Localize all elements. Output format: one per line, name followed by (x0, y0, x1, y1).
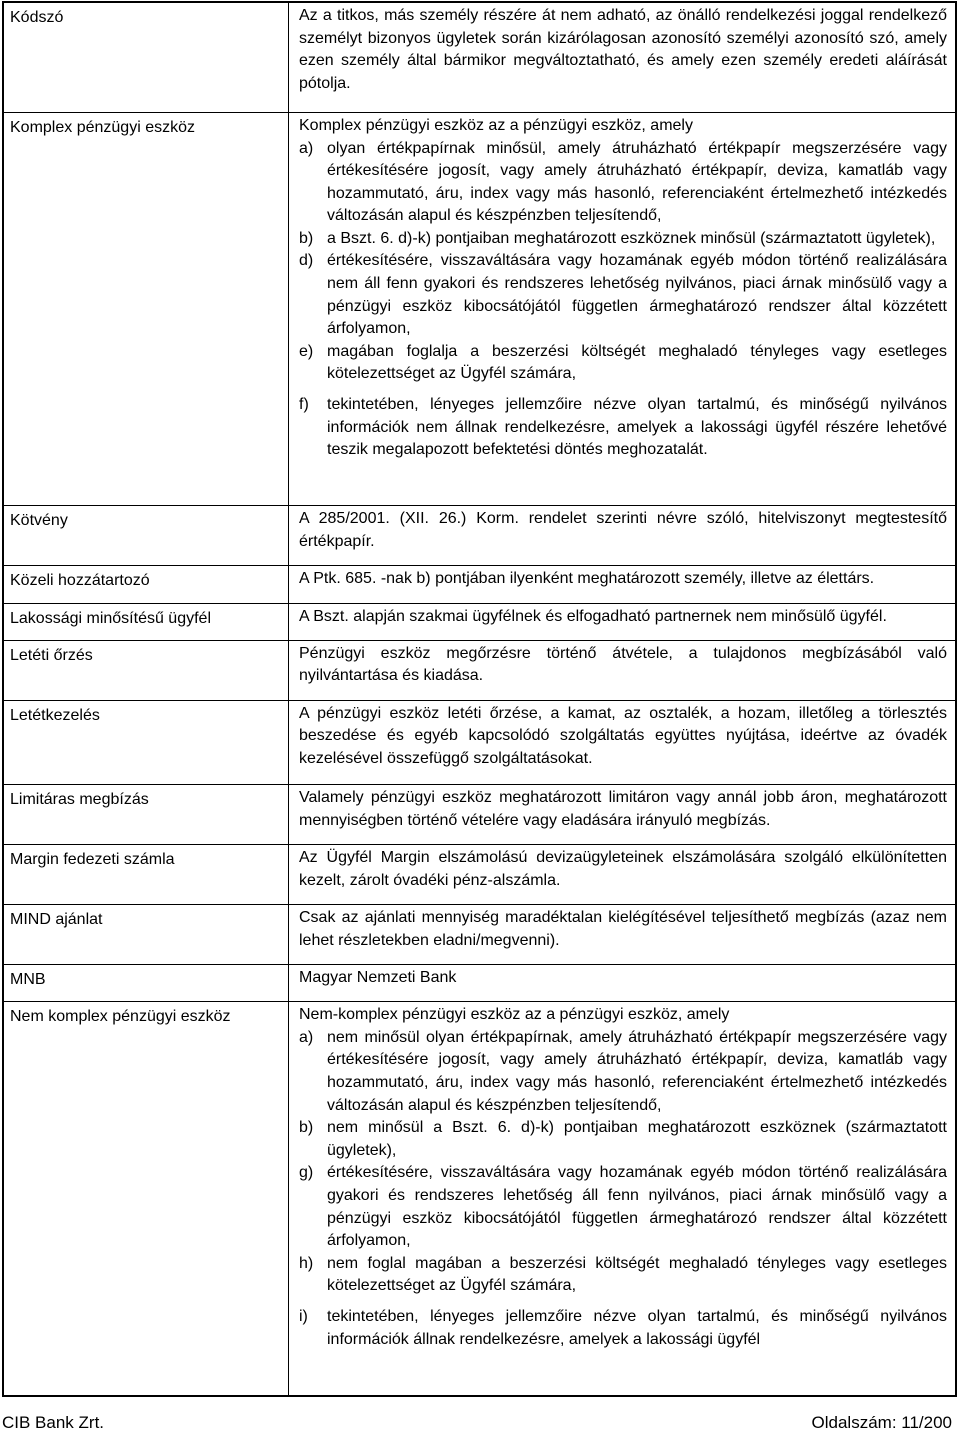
list-marker: f) (299, 396, 309, 414)
definition-text: Az a titkos, más személy részére át nem adható, az önálló rendelkezési joggal rendelkező személyt bizonyos ügyletek során kizárólagosan azonosító személyi azonosító szó, amely ezen személy által bármikor megváltoztatható, és amely ezen személy eredeti aláírását pótolja. (299, 7, 947, 92)
glossary-definition (289, 845, 957, 905)
glossary-definition (289, 112, 957, 506)
list-marker: e) (299, 342, 314, 360)
definition-list-item (299, 250, 947, 340)
glossary-term: Letéti őrzés (3, 640, 289, 700)
glossary-row (3, 785, 956, 845)
list-marker: h) (299, 1254, 314, 1272)
definition-list-item (299, 1117, 947, 1162)
definition-text: Csak az ajánlati mennyiség maradéktalan kielégítésével teljesíthető megbízás (azaz nem lehet részletekben eladni/megvenni). (299, 909, 947, 949)
glossary-table (2, 1, 957, 1397)
list-item-text: magában foglalja a beszerzési költségét meghaladó tényleges vagy esetleges kötelezettséget az Ügyfél számára, (327, 342, 947, 383)
glossary-row (3, 905, 956, 965)
glossary-row (3, 845, 956, 905)
footer-company: CIB Bank Zrt. (2, 1413, 105, 1432)
list-marker: g) (299, 1164, 314, 1182)
list-item-text: nem foglal magában a beszerzési költségét meghaladó tényleges vagy esetleges kötelezettséget az Ügyfél számára, (327, 1254, 947, 1295)
glossary-definition (289, 905, 957, 965)
list-item-text: tekintetében, lényeges jellemzőire nézve olyan tartalmú, és minőségű nyilvános információk állnak rendelkezésre, amelyek a lakossági ügyfél (327, 1308, 947, 1348)
definition-list-item (299, 228, 947, 251)
list-item-text: olyan értékpapírnak minősül, amely átruházható értékpapír megszerzésére vagy értékesítésére jogosít, vagy amely átruházható értékpapír, deviza, kamatláb vagy hozammutató, áru, index vagy más hasonló, referenciaként értelmezhető intézkedés változásán alapul és készpénzben teljesítendő, (327, 139, 947, 225)
glossary-term: Nem komplex pénzügyi eszköz (3, 1002, 289, 1396)
definition-list-item (299, 394, 947, 462)
definition-list-item (299, 341, 947, 386)
glossary-term: Kódszó (3, 2, 289, 112)
list-item-text: tekintetében, lényeges jellemzőire nézve olyan tartalmú, és minőségű nyilvános információk nem állnak rendelkezésre, amelyek a lakossági ügyfél részére lehetővé teszik megalapozott befektetési döntés meghozatalát. (327, 396, 947, 459)
glossary-row (3, 1002, 956, 1396)
list-marker: a) (299, 139, 314, 157)
definition-list-item (299, 1306, 947, 1351)
glossary-row (3, 506, 956, 566)
glossary-term: Lakossági minősítésű ügyfél (3, 603, 289, 640)
definition-text: Pénzügyi eszköz megőrzésre történő átvétele, a tulajdonos megbízásából való nyilvántartása és kiadása. (299, 644, 947, 685)
page-footer (2, 1412, 952, 1434)
glossary-row (3, 603, 956, 640)
definition-list-item (299, 138, 947, 228)
definition-text: A Bszt. alapján szakmai ügyfélnek és elfogadható partnernek nem minősülő ügyfél. (299, 607, 887, 625)
glossary-row (3, 2, 956, 112)
glossary-term: MIND ajánlat (3, 905, 289, 965)
glossary-definition (289, 603, 957, 640)
glossary-row (3, 700, 956, 785)
glossary-row (3, 112, 956, 506)
glossary-definition (289, 2, 957, 112)
glossary-term: Limitáras megbízás (3, 785, 289, 845)
list-marker: d) (299, 252, 314, 270)
list-item-text: nem minősül a Bszt. 6. d)-k) pontjaiban meghatározott eszköznek (származtatott ügyletek), (327, 1119, 947, 1159)
list-item-text: értékesítésére, visszaváltására vagy hozamának egyéb módon történő realizálására nem áll fenn gyakori és rendszeres lehetőség nyilvános, piaci árnak minősülő vagy a pénzügyi eszköz kibocsátójától független ármeghatározó rendszer által közzétett árfolyamon, (327, 252, 947, 338)
glossary-row (3, 965, 956, 1002)
list-marker: b) (299, 1119, 314, 1137)
glossary-definition (289, 640, 957, 700)
definition-text: A Ptk. 685. -nak b) pontjában ilyenként meghatározott személy, illetve az élettárs. (299, 570, 875, 588)
list-item-text: a Bszt. 6. d)-k) pontjaiban meghatározott eszköznek minősül (származtatott ügyletek), (327, 229, 936, 247)
glossary-definition (289, 566, 957, 603)
definition-text: A 285/2001. (XII. 26.) Korm. rendelet szerinti névre szóló, hitelviszonyt megtestesítő értékpapír. (299, 510, 947, 551)
glossary-term: Letétkezelés (3, 700, 289, 785)
glossary-term: Margin fedezeti számla (3, 845, 289, 905)
glossary-term: Kötvény (3, 506, 289, 566)
definition-intro: Komplex pénzügyi eszköz az a pénzügyi eszköz, amely (299, 116, 693, 134)
glossary-term: Közeli hozzátartozó (3, 566, 289, 603)
definition-text: Magyar Nemzeti Bank (299, 969, 457, 987)
glossary-row (3, 566, 956, 603)
definition-list-item (299, 1162, 947, 1252)
list-item-text: nem minősül olyan értékpapírnak, amely átruházható értékpapír megszerzésére vagy értékesítésére jogosít, vagy amely átruházható értékpapír, deviza, kamatláb vagy hozammutató, áru, index vagy más hasonló, referenciaként értelmezhető intézkedés változásán alapul és készpénzben teljesítendő, (327, 1028, 947, 1114)
glossary-definition (289, 965, 957, 1002)
glossary-definition (289, 785, 957, 845)
definition-intro: Nem-komplex pénzügyi eszköz az a pénzügyi eszköz, amely (299, 1006, 730, 1024)
list-marker: a) (299, 1028, 314, 1046)
glossary-term: Komplex pénzügyi eszköz (3, 112, 289, 506)
footer-page-number: Oldalszám: 11/200 (811, 1413, 952, 1432)
definition-list-item (299, 1027, 947, 1117)
list-item-text: értékesítésére, visszaváltására vagy hozamának egyéb módon történő realizálására gyakori és rendszeres lehetőség áll fenn nyilvános, piaci árnak minősülő vagy a pénzügyi eszköz kibocsátójától független ármeghatározó rendszer által közzétett árfolyamon, (327, 1164, 947, 1250)
list-marker: i) (299, 1308, 308, 1326)
glossary-definition (289, 506, 957, 566)
glossary-definition (289, 1002, 957, 1396)
list-marker: b) (299, 229, 314, 247)
glossary-definition (289, 700, 957, 785)
definition-text: A pénzügyi eszköz letéti őrzése, a kamat, az osztalék, a hozam, illetőleg a törlesztés beszedése és egyéb kapcsolódó szolgáltatás együttes nyújtása, ideértve az óvadék kezelésével összefüggő szolgáltatásokat. (299, 704, 947, 767)
definition-text: Valamely pénzügyi eszköz meghatározott limitáron vagy annál jobb áron, meghatározott mennyiségben történő vételére vagy eladására irányuló megbízás. (299, 789, 947, 830)
definition-list-item (299, 1253, 947, 1298)
glossary-row (3, 640, 956, 700)
definition-text: Az Ügyfél Margin elszámolású devizaügyleteinek elszámolására szolgáló elkülönítetten kezelt, zárolt óvadéki pénz-alszámla. (299, 849, 947, 889)
glossary-term: MNB (3, 965, 289, 1002)
